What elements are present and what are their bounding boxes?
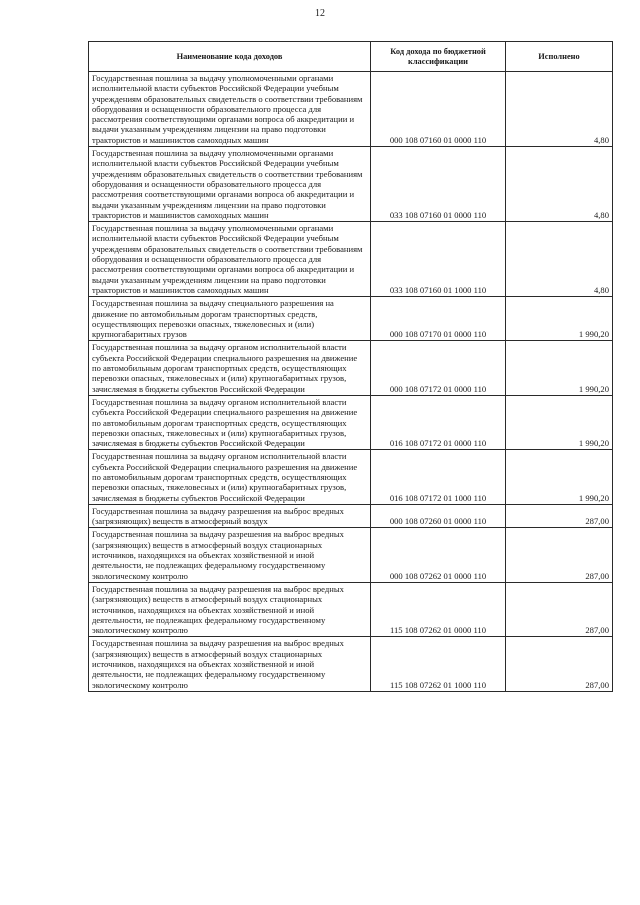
- revenue-code-cell: 033 108 07160 01 0000 110: [371, 147, 506, 222]
- revenue-code-cell: 115 108 07262 01 1000 110: [371, 637, 506, 691]
- table-row: [89, 395, 613, 449]
- revenue-name-cell: Государственная пошлина за выдачу разрешения на выброс вредных (загрязняющих) веществ в атмосферный воздух стационарных источников, находящихся на объектах хозяйственной и иной деятельности, не подлежащих федеральному государственному экологическому контролю: [89, 528, 371, 582]
- revenue-code-cell: 000 108 07262 01 0000 110: [371, 528, 506, 582]
- table-row: [89, 72, 613, 147]
- revenue-code-cell: 000 108 07170 01 0000 110: [371, 297, 506, 341]
- table-row: [89, 341, 613, 395]
- revenue-code-cell: 000 108 07160 01 0000 110: [371, 72, 506, 147]
- table-row: [89, 504, 613, 528]
- column-header-done: Исполнено: [506, 42, 613, 72]
- revenue-name-cell: Государственная пошлина за выдачу органом исполнительной власти субъекта Российской Федерации специального разрешения на движение по автомобильным дорогам транспортных средств, осуществляющих перевозки опасных, тяжеловесных и (или) крупногабаритных грузов, зачисляемая в бюджеты субъектов Российской Федерации: [89, 341, 371, 395]
- revenue-code-cell: 016 108 07172 01 1000 110: [371, 450, 506, 504]
- revenue-amount-cell: 1 990,20: [506, 450, 613, 504]
- page-number: 12: [315, 8, 325, 19]
- revenue-name-cell: Государственная пошлина за выдачу разрешения на выброс вредных (загрязняющих) веществ в атмосферный воздух: [89, 504, 371, 528]
- revenue-name-cell: Государственная пошлина за выдачу уполномоченными органами исполнительной власти субъектов Российской Федерации учебным учреждениям образовательных свидетельств о соответствии требованиям оборудования и оснащенности образовательного процесса для рассмотрения соответствующими органами вопроса об аккредитации и выдачи указанным учреждениям лицензии на право подготовки трактористов и машинистов самоходных машин: [89, 72, 371, 147]
- revenue-amount-cell: 287,00: [506, 637, 613, 691]
- revenue-amount-cell: 4,80: [506, 72, 613, 147]
- table-header-row: [89, 42, 613, 72]
- column-header-code: Код дохода по бюджетной классификации: [371, 42, 506, 72]
- revenue-code-cell: 033 108 07160 01 1000 110: [371, 222, 506, 297]
- table-row: [89, 147, 613, 222]
- revenue-code-cell: 016 108 07172 01 0000 110: [371, 395, 506, 449]
- revenue-table: [88, 41, 613, 692]
- revenue-name-cell: Государственная пошлина за выдачу органом исполнительной власти субъекта Российской Федерации специального разрешения на движение по автомобильным дорогам транспортных средств, осуществляющих перевозки опасных, тяжеловесных и (или) крупногабаритных грузов, зачисляемая в бюджеты субъектов Российской Федерации: [89, 450, 371, 504]
- revenue-name-cell: Государственная пошлина за выдачу специального разрешения на движение по автомобильным дорогам транспортных средств, осуществляющих перевозки опасных, тяжеловесных и (или) крупногабаритных грузов: [89, 297, 371, 341]
- table-row: [89, 528, 613, 582]
- revenue-name-cell: Государственная пошлина за выдачу органом исполнительной власти субъекта Российской Федерации специального разрешения на движение по автомобильным дорогам транспортных средств, осуществляющих перевозки опасных, тяжеловесных и (или) крупногабаритных грузов, зачисляемая в бюджеты субъектов Российской Федерации: [89, 395, 371, 449]
- revenue-code-cell: 000 108 07260 01 0000 110: [371, 504, 506, 528]
- table-row: [89, 222, 613, 297]
- revenue-amount-cell: 1 990,20: [506, 341, 613, 395]
- revenue-name-cell: Государственная пошлина за выдачу уполномоченными органами исполнительной власти субъектов Российской Федерации учебным учреждениям образовательных свидетельств о соответствии требованиям оборудования и оснащенности образовательного процесса для рассмотрения соответствующими органами вопроса об аккредитации и выдачи указанным учреждениям лицензии на право подготовки трактористов и машинистов самоходных машин: [89, 147, 371, 222]
- revenue-amount-cell: 287,00: [506, 528, 613, 582]
- revenue-code-cell: 115 108 07262 01 0000 110: [371, 582, 506, 636]
- table-row: [89, 297, 613, 341]
- revenue-code-cell: 000 108 07172 01 0000 110: [371, 341, 506, 395]
- table-row: [89, 637, 613, 691]
- revenue-name-cell: Государственная пошлина за выдачу разрешения на выброс вредных (загрязняющих) веществ в атмосферный воздух стационарных источников, находящихся на объектах хозяйственной и иной деятельности, не подлежащих федеральному государственному экологическому контролю: [89, 582, 371, 636]
- revenue-amount-cell: 1 990,20: [506, 297, 613, 341]
- revenue-amount-cell: 4,80: [506, 222, 613, 297]
- revenue-amount-cell: 4,80: [506, 147, 613, 222]
- table-row: [89, 450, 613, 504]
- column-header-name: Наименование кода доходов: [89, 42, 371, 72]
- revenue-amount-cell: 287,00: [506, 582, 613, 636]
- revenue-amount-cell: 287,00: [506, 504, 613, 528]
- table-row: [89, 582, 613, 636]
- revenue-name-cell: Государственная пошлина за выдачу разрешения на выброс вредных (загрязняющих) веществ в атмосферный воздух стационарных источников, находящихся на объектах хозяйственной и иной деятельности, не подлежащих федеральному государственному экологическому контролю: [89, 637, 371, 691]
- revenue-name-cell: Государственная пошлина за выдачу уполномоченными органами исполнительной власти субъектов Российской Федерации учебным учреждениям образовательных свидетельств о соответствии требованиям оборудования и оснащенности образовательного процесса для рассмотрения соответствующими органами вопроса об аккредитации и выдачи указанным учреждениям лицензии на право подготовки трактористов и машинистов самоходных машин: [89, 222, 371, 297]
- revenue-amount-cell: 1 990,20: [506, 395, 613, 449]
